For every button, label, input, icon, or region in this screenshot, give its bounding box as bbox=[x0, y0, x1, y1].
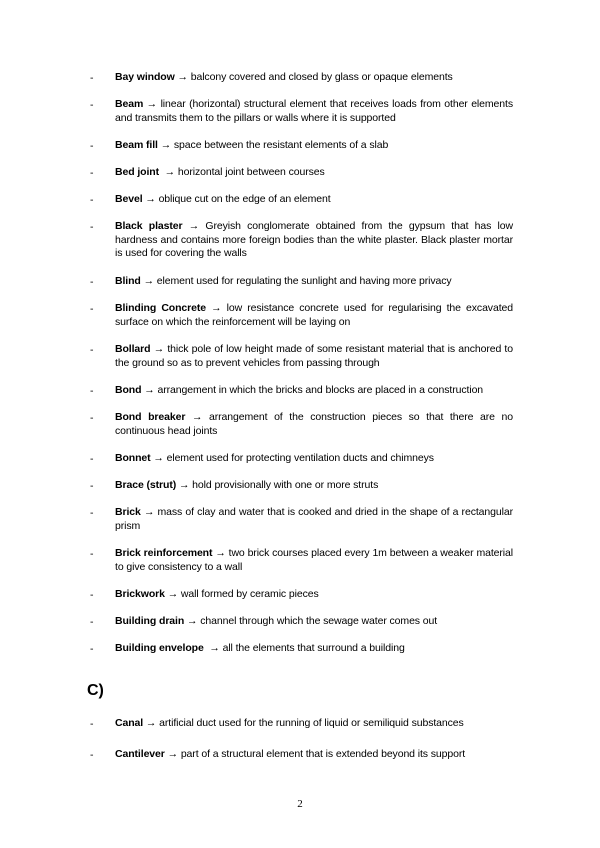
entry-definition: → arrangement in which the bricks and blocks are placed in a construction bbox=[141, 384, 484, 396]
entry-text bbox=[115, 452, 513, 466]
entry-text bbox=[115, 343, 513, 370]
entry-term: Bonnet bbox=[115, 452, 151, 464]
entry-definition: → oblique cut on the edge of an element bbox=[142, 193, 331, 205]
section-heading: C) bbox=[87, 682, 104, 699]
bullet-dash: - bbox=[90, 167, 94, 179]
entry-term: Bond bbox=[115, 384, 142, 396]
entry-term: Beam fill bbox=[115, 139, 158, 151]
entry-definition: → thick pole of low height made of some resistant material that is anchored to the ground so as to prevent vehicles from passing through bbox=[115, 343, 513, 369]
entry-text bbox=[115, 717, 513, 731]
entry-text bbox=[115, 479, 513, 493]
entry-definition: → arrangement of the construction pieces so that there are no continuous head joints bbox=[115, 411, 513, 437]
entry-definition: → all the elements that surround a building bbox=[203, 642, 405, 654]
entry-text bbox=[115, 588, 513, 602]
bullet-dash: - bbox=[90, 749, 94, 761]
entry-term: Brace (strut) bbox=[115, 479, 177, 491]
entry-text bbox=[115, 139, 513, 153]
bullet-dash: - bbox=[90, 589, 94, 601]
bullet-dash: - bbox=[90, 72, 94, 84]
entry-term: Bed joint bbox=[115, 166, 160, 178]
entry-term: Cantilever bbox=[115, 748, 165, 760]
entry-term: Canal bbox=[115, 717, 144, 729]
entry-definition: → hold provisionally with one or more struts bbox=[176, 479, 379, 491]
entry-term: Blind bbox=[115, 275, 141, 287]
bullet-dash: - bbox=[90, 616, 94, 628]
bullet-dash: - bbox=[90, 507, 94, 519]
entry-definition: → two brick courses placed every 1m between a weaker material to give consistency to a wall bbox=[115, 547, 513, 573]
bullet-dash: - bbox=[90, 385, 94, 397]
bullet-dash: - bbox=[90, 276, 94, 288]
entry-term: Building drain bbox=[115, 615, 185, 627]
entry-text bbox=[115, 642, 513, 656]
entry-definition: → linear (horizontal) structural element that receives loads from other elements and transmits them to the pillars or walls where it is supported bbox=[115, 98, 513, 124]
entry-text bbox=[115, 547, 513, 574]
entry-text bbox=[115, 98, 513, 125]
entry-definition: → element used for protecting ventilation ducts and chimneys bbox=[150, 452, 434, 464]
entry-definition: → space between the resistant elements of a slab bbox=[157, 139, 389, 151]
page-number: 2 bbox=[297, 798, 303, 810]
entry-text bbox=[115, 193, 513, 207]
entry-term: Bevel bbox=[115, 193, 143, 205]
bullet-dash: - bbox=[90, 221, 94, 233]
bullet-dash: - bbox=[90, 548, 94, 560]
entry-term: Brickwork bbox=[115, 588, 165, 600]
bullet-dash: - bbox=[90, 718, 94, 730]
bullet-dash: - bbox=[90, 99, 94, 111]
entry-term: Blinding Concrete bbox=[115, 302, 207, 314]
entry-text bbox=[115, 411, 513, 438]
entry-text bbox=[115, 302, 513, 329]
entry-text bbox=[115, 220, 513, 261]
entry-term: Bollard bbox=[115, 343, 151, 355]
entry-text bbox=[115, 275, 513, 289]
bullet-dash: - bbox=[90, 643, 94, 655]
bullet-dash: - bbox=[90, 453, 94, 465]
entry-definition: → mass of clay and water that is cooked and dried in the shape of a rectangular prism bbox=[115, 506, 513, 532]
entry-term: Bay window bbox=[115, 71, 175, 83]
bullet-dash: - bbox=[90, 140, 94, 152]
entry-text bbox=[115, 615, 513, 629]
entry-text bbox=[115, 166, 513, 180]
entry-text bbox=[115, 384, 513, 398]
entry-term: Brick reinforcement bbox=[115, 547, 213, 559]
bullet-dash: - bbox=[90, 412, 94, 424]
entry-definition: → channel through which the sewage water comes out bbox=[184, 615, 438, 627]
entry-text bbox=[115, 71, 513, 85]
entry-definition: → horizontal joint between courses bbox=[159, 166, 325, 178]
bullet-dash: - bbox=[90, 303, 94, 315]
entry-term: Beam bbox=[115, 98, 144, 110]
entry-text bbox=[115, 506, 513, 533]
entry-term: Building envelope bbox=[115, 642, 204, 654]
entry-definition: → low resistance concrete used for regularising the excavated surface on which the reinforcement will be laying on bbox=[115, 302, 513, 328]
bullet-dash: - bbox=[90, 344, 94, 356]
entry-definition: → Greyish conglomerate obtained from the gypsum that has low hardness and contains more foreign bodies than the white plaster. Black plaster mortar is used for covering the walls bbox=[115, 220, 513, 259]
bullet-dash: - bbox=[90, 480, 94, 492]
entry-term: Brick bbox=[115, 506, 141, 518]
entry-text bbox=[115, 748, 513, 762]
entry-term: Bond breaker bbox=[115, 411, 186, 423]
bullet-dash: - bbox=[90, 194, 94, 206]
entry-definition: → wall formed by ceramic pieces bbox=[164, 588, 319, 600]
entry-definition: → balcony covered and closed by glass or opaque elements bbox=[174, 71, 453, 83]
entry-definition: → artificial duct used for the running of liquid or semiliquid substances bbox=[143, 717, 464, 729]
entry-definition: → element used for regulating the sunlight and having more privacy bbox=[140, 275, 452, 287]
entry-term: Black plaster bbox=[115, 220, 183, 232]
entry-definition: → part of a structural element that is extended beyond its support bbox=[164, 748, 466, 760]
